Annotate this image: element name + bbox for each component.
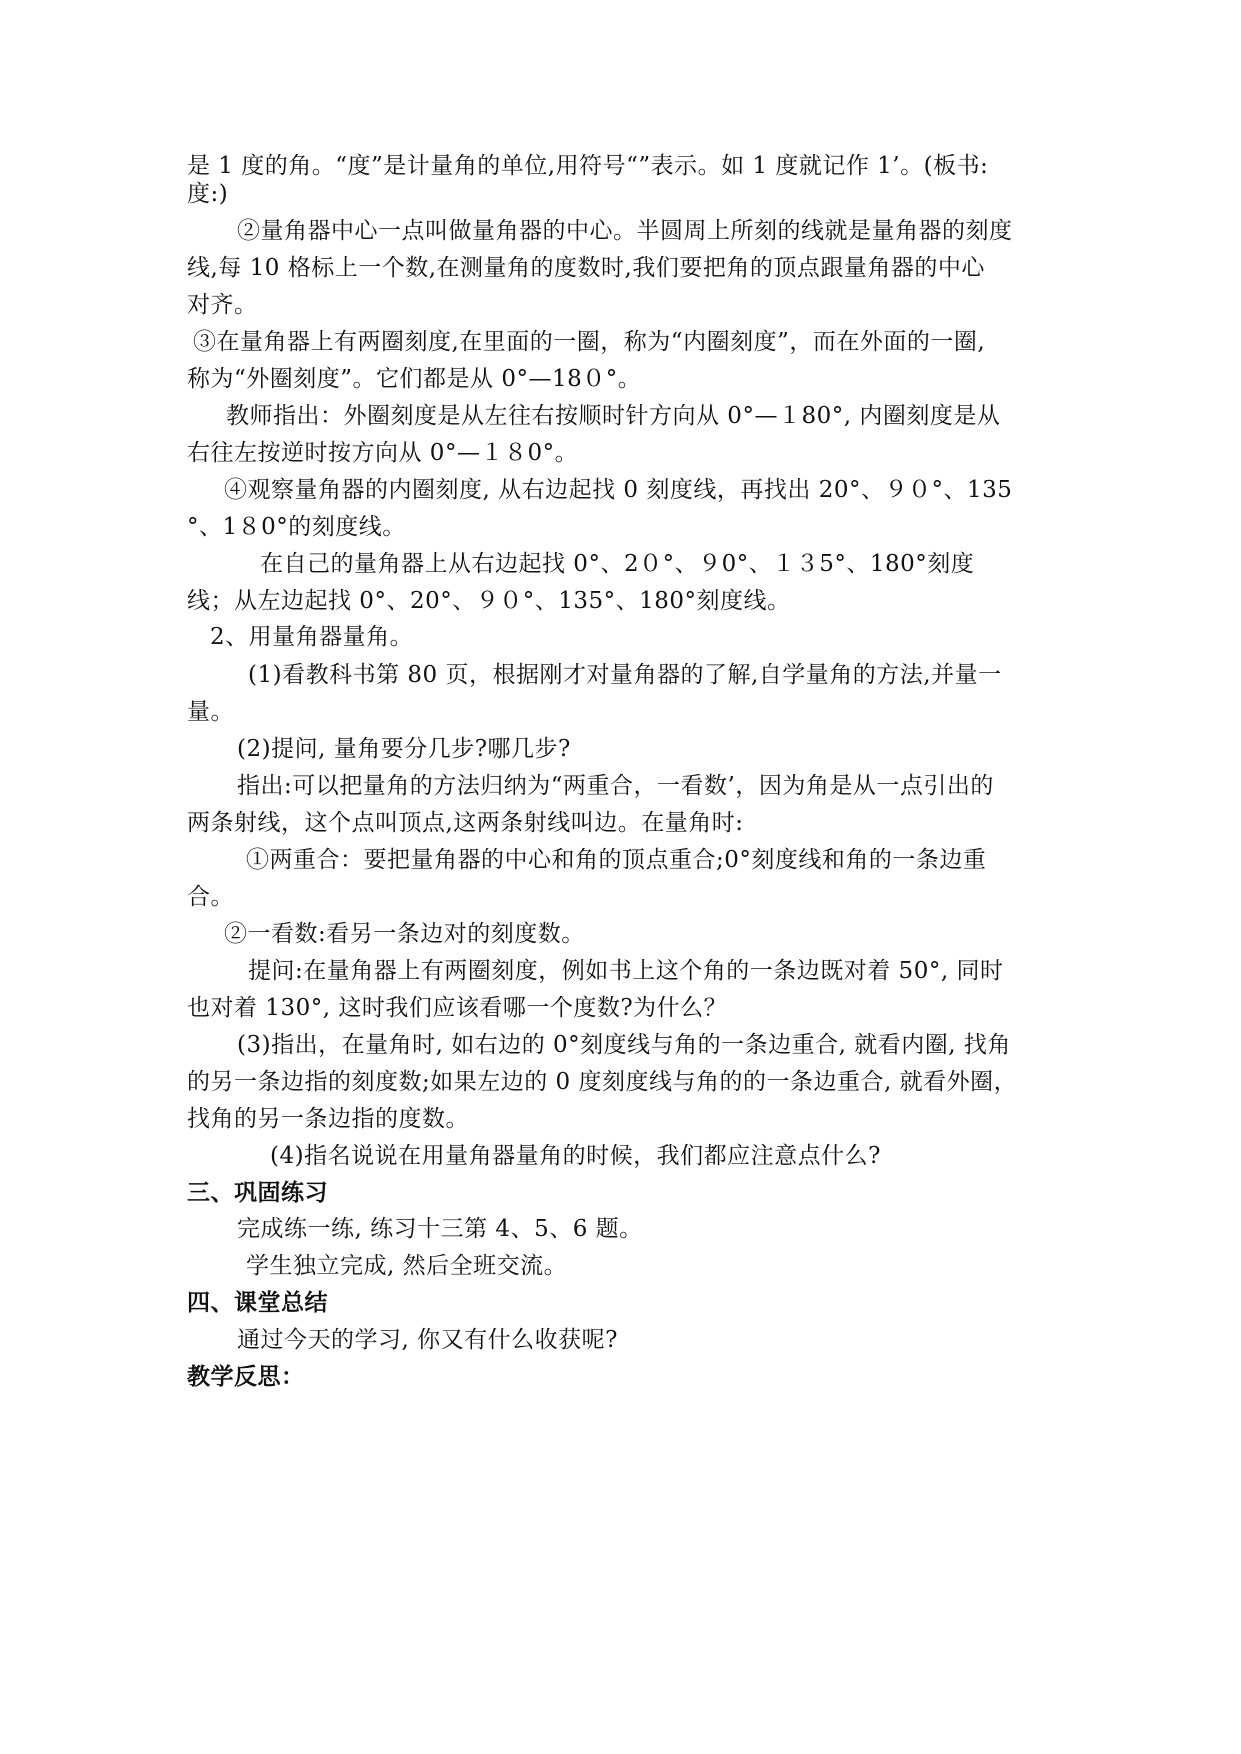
- text-line: ②一看数:看另一条边对的刻度数。: [224, 921, 585, 947]
- text-line: 度:): [187, 181, 229, 207]
- text-line: 找角的另一条边指的度数。: [187, 1106, 469, 1132]
- text-line: 是 1 度的角。“度”是计量角的单位,用符号“”表示。如 1 度就记作 1’。(板书:: [187, 153, 989, 179]
- text-line: (2)提问, 量角要分几步?哪几步?: [237, 736, 571, 762]
- text-line: 完成练一练, 练习十三第 4、5、6 题。: [237, 1216, 643, 1242]
- text-line: ①两重合：要把量角器的中心和角的顶点重合;0°刻度线和角的一条边重: [246, 847, 987, 873]
- text-line: ④观察量角器的内圈刻度, 从右边起找 0 刻度线，再找出 20°、９０°、135: [224, 477, 1013, 503]
- text-line: 两条射线，这个点叫顶点,这两条射线叫边。在量角时:: [187, 810, 744, 836]
- text-line: 在自己的量角器上从右边起找 0°、2０°、９0°、１３5°、180°刻度: [260, 551, 975, 577]
- section-heading: 三、巩固练习: [187, 1179, 328, 1206]
- text-line: 对齐。: [187, 292, 258, 318]
- text-line: (4)指名说说在用量角器量角的时候，我们都应注意点什么?: [270, 1143, 881, 1169]
- text-line: 右往左按逆时按方向从 0°—１８0°。: [187, 440, 579, 466]
- text-line: 线；从左边起找 0°、20°、９０°、135°、180°刻度线。: [187, 588, 791, 614]
- text-line: 也对着 130°, 这时我们应该看哪一个度数?为什么？: [187, 995, 728, 1021]
- text-line: 的另一条边指的刻度数;如果左边的 0 度刻度线与角的的一条边重合, 就看外圈，: [187, 1069, 1018, 1095]
- text-line: 提问:在量角器上有两圈刻度，例如书上这个角的一条边既对着 50°, 同时: [248, 958, 1004, 984]
- text-line: 称为“外圈刻度”。它们都是从 0°—18０°。: [187, 366, 642, 392]
- text-line: °、1８0°的刻度线。: [187, 514, 406, 540]
- text-line: ③在量角器上有两圈刻度,在里面的一圈，称为“内圈刻度”，而在外面的一圈,: [193, 329, 986, 355]
- text-line: 教师指出：外圈刻度是从左往右按顺时针方向从 0°—１80°, 内圈刻度是从: [226, 403, 1001, 429]
- text-line: (1)看教科书第 80 页，根据刚才对量角器的了解,自学量角的方法,并量一: [248, 662, 1002, 688]
- section-heading: 教学反思：: [187, 1363, 305, 1390]
- text-line: ②量角器中心一点叫做量角器的中心。半圆周上所刻的线就是量角器的刻度: [237, 218, 1013, 244]
- text-line: 量。: [187, 699, 234, 725]
- text-line: (3)指出，在量角时, 如右边的 0°刻度线与角的一条边重合, 就看内圈, 找角: [237, 1032, 1011, 1058]
- text-line: 指出:可以把量角的方法归纳为“两重合，一看数’，因为角是从一点引出的: [237, 773, 994, 799]
- section-heading: 四、课堂总结: [187, 1289, 328, 1316]
- text-line: 2、用量角器量角。: [210, 624, 414, 650]
- text-line: 学生独立完成, 然后全班交流。: [246, 1253, 568, 1279]
- text-line: 通过今天的学习, 你又有什么收获呢?: [237, 1327, 618, 1353]
- text-line: 线,每 10 格标上一个数,在测量角的度数时,我们要把角的顶点跟量角器的中心: [187, 255, 985, 281]
- text-line: 合。: [187, 884, 234, 910]
